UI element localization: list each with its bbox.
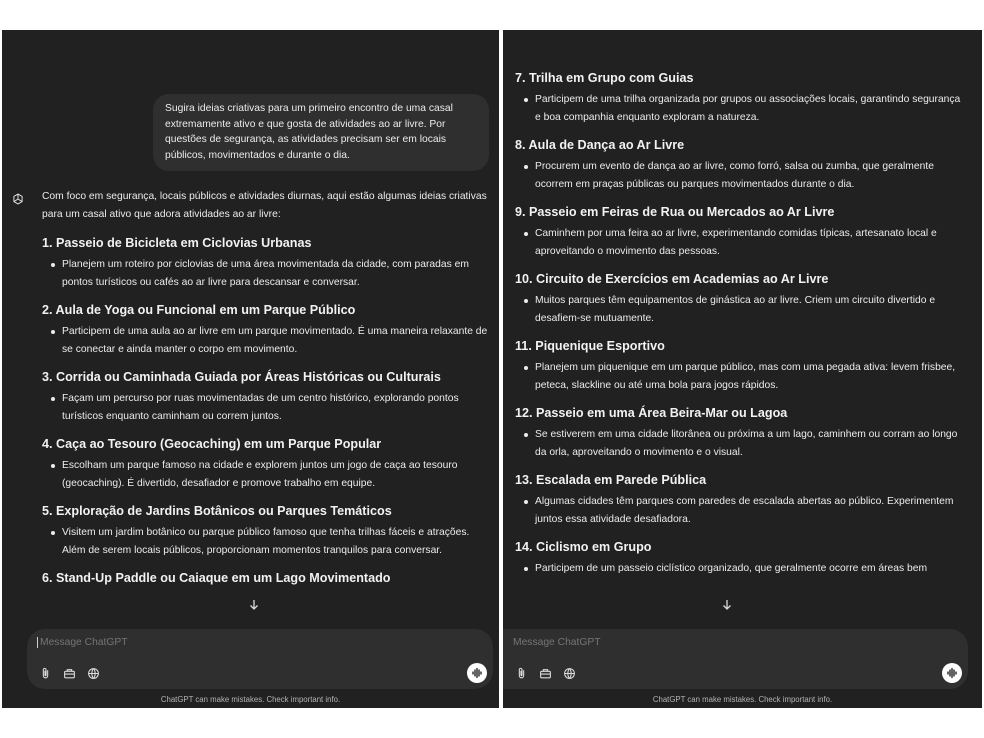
idea-bullet: Participem de uma trilha organizada por grupos ou associações locais, garantindo segurança e boa companhia enquanto exploram a natureza.: [535, 91, 967, 127]
idea-title: 6. Stand-Up Paddle ou Caiaque em um Lago Movimentado: [42, 571, 391, 585]
idea-section: [515, 70, 967, 127]
idea-bullet: Planejem um piquenique em um parque público, mas com uma pegada ativa: levem frisbee, peteca, slackline ou até uma bola para jogos rápidos.: [535, 359, 967, 395]
conversation-area[interactable]: [503, 30, 982, 626]
idea-title: 4. Caça ao Tesouro (Geocaching) em um Parque Popular: [42, 437, 382, 451]
toolbox-icon[interactable]: [537, 665, 553, 681]
message-input[interactable]: [37, 637, 337, 648]
disclaimer-text: ChatGPT can make mistakes. Check important info.: [160, 695, 341, 704]
scroll-to-bottom-button[interactable]: [717, 595, 737, 615]
voice-waveform-icon: [471, 667, 483, 679]
idea-section: [515, 204, 967, 261]
paperclip-icon[interactable]: [37, 665, 53, 681]
idea-title: 14. Ciclismo em Grupo: [515, 540, 652, 554]
idea-title: 8. Aula de Dança ao Ar Livre: [515, 138, 685, 152]
idea-section: [515, 405, 967, 462]
idea-section: [42, 369, 488, 426]
arrow-down-icon: [248, 599, 260, 611]
globe-icon[interactable]: [85, 665, 101, 681]
voice-mode-button[interactable]: [467, 663, 487, 683]
idea-bullet: Muitos parques têm equipamentos de ginástica ao ar livre. Criem um circuito divertido e desafiem-se mutuamente.: [535, 292, 967, 328]
idea-bullet: Participem de um passeio ciclístico organizado, que geralmente ocorre em áreas bem: [535, 560, 967, 578]
idea-section: [515, 137, 967, 194]
idea-title: 1. Passeio de Bicicleta em Ciclovias Urbanas: [42, 236, 312, 250]
conversation-area[interactable]: [2, 30, 499, 626]
idea-title: 3. Corrida ou Caminhada Guiada por Áreas Históricas ou Culturais: [42, 370, 441, 384]
idea-bullet: Escolham um parque famoso na cidade e explorem juntos um jogo de caça ao tesouro (geocaching). É divertido, desafiador e promove trabalho em equipe.: [62, 457, 488, 493]
idea-title: 5. Exploração de Jardins Botânicos ou Parques Temáticos: [42, 504, 392, 518]
assistant-message: [515, 70, 967, 588]
paperclip-icon[interactable]: [513, 665, 529, 681]
globe-icon[interactable]: [561, 665, 577, 681]
chat-window-left: [2, 30, 499, 708]
assistant-message: [42, 188, 488, 596]
message-composer[interactable]: [503, 629, 968, 689]
idea-bullet: Visitem um jardim botânico ou parque público famoso que tenha trilhas fáceis e atrações. Além de serem locais públicos, proporcionam momentos tranquilos para conversar.: [62, 524, 488, 560]
idea-bullet: Façam um percurso por ruas movimentadas de um centro histórico, explorando pontos turísticos enquanto caminham ou correm juntos.: [62, 390, 488, 426]
toolbox-icon[interactable]: [61, 665, 77, 681]
disclaimer-text: ChatGPT can make mistakes. Check important info.: [652, 695, 833, 704]
idea-section: [42, 503, 488, 560]
scroll-to-bottom-button[interactable]: [244, 595, 264, 615]
idea-section: [42, 235, 488, 292]
openai-logo-icon: [11, 192, 25, 206]
chat-window-right: [503, 30, 982, 708]
user-message: Sugira ideias criativas para um primeiro encontro de uma casal extremamente ativo e que gosta de atividades ao ar livre. Por questões de segurança, as atividades precisam ser em locais públicos, movimentados e durante o dia.: [153, 94, 489, 171]
idea-bullet: Planejem um roteiro por ciclovias de uma área movimentada da cidade, com paradas em pontos turísticos ou cafés ao ar livre para descansar e conversar.: [62, 256, 488, 292]
voice-mode-button[interactable]: [942, 663, 962, 683]
idea-title: 12. Passeio em uma Área Beira-Mar ou Lagoa: [515, 406, 788, 420]
idea-section: [42, 302, 488, 359]
idea-title: 11. Piquenique Esportivo: [515, 339, 665, 353]
idea-title: 2. Aula de Yoga ou Funcional em um Parque Público: [42, 303, 356, 317]
idea-title: 13. Escalada em Parede Pública: [515, 473, 707, 487]
message-input[interactable]: [511, 637, 811, 648]
idea-title: 10. Circuito de Exercícios em Academias ao Ar Livre: [515, 272, 829, 286]
idea-title: 9. Passeio em Feiras de Rua ou Mercados ao Ar Livre: [515, 205, 835, 219]
idea-bullet: Algumas cidades têm parques com paredes de escalada abertas ao público. Experimentem juntos essa atividade desafiadora.: [535, 493, 967, 529]
idea-section: [42, 436, 488, 493]
idea-bullet: Se estiverem em uma cidade litorânea ou próxima a um lago, caminhem ou corram ao longo da orla, aproveitando o movimento e o visual.: [535, 426, 967, 462]
arrow-down-icon: [721, 599, 733, 611]
assistant-intro: Com foco em segurança, locais públicos e atividades diurnas, aqui estão algumas ideias criativas para um casal ativo que adora atividades ao ar livre:: [42, 191, 487, 220]
idea-section: [42, 570, 488, 586]
idea-section: [515, 271, 967, 328]
voice-waveform-icon: [946, 667, 958, 679]
idea-bullet: Participem de uma aula ao ar livre em um parque movimentado. É uma maneira relaxante de se conectar e ainda manter o corpo em movimento.: [62, 323, 488, 359]
idea-bullet: Caminhem por uma feira ao ar livre, experimentando comidas típicas, artesanato local e aproveitando o movimento das pessoas.: [535, 225, 967, 261]
idea-title: 7. Trilha em Grupo com Guias: [515, 71, 694, 85]
idea-section: [515, 338, 967, 395]
idea-section: [515, 472, 967, 529]
idea-section: [515, 539, 967, 578]
idea-bullet: Procurem um evento de dança ao ar livre, como forró, salsa ou zumba, que geralmente ocorrem em praças públicas ou parques movimentados durante o dia.: [535, 158, 967, 194]
message-composer[interactable]: [27, 629, 493, 689]
